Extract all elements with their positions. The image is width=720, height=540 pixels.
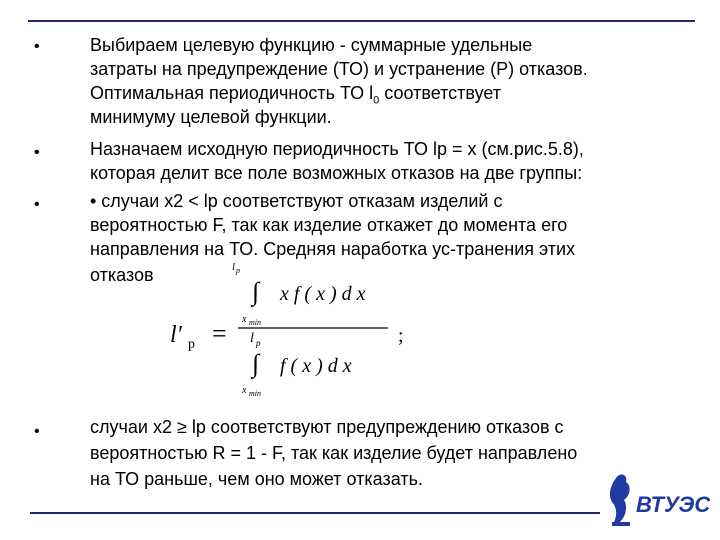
bullet-2: • bbox=[34, 144, 40, 161]
formula-numerator: x f ( x ) d x bbox=[280, 283, 366, 305]
formula-eq: = bbox=[212, 319, 227, 348]
text-line: затраты на предупреждение (ТО) и устранение (Р) отказов. bbox=[90, 59, 588, 79]
bullet-3: • bbox=[34, 196, 40, 213]
formula-lhs: l′ bbox=[170, 322, 182, 348]
formula-semicolon: ; bbox=[398, 325, 404, 347]
integral-icon: ∫ bbox=[252, 349, 260, 378]
text-line-part: Оптимальная периодичность ТО l bbox=[90, 83, 374, 103]
text-line: которая делит все поле возможных отказов на две группы: bbox=[90, 163, 583, 183]
formula-mid-limit-sub: р bbox=[256, 338, 261, 348]
integral-icon: ∫ bbox=[252, 277, 260, 306]
logo-emblem-icon bbox=[610, 475, 630, 522]
text-line: минимуму целевой функции. bbox=[90, 107, 332, 127]
logo-base bbox=[612, 522, 630, 526]
text-line: направления на ТО. Средняя наработка ус-транения этих bbox=[90, 239, 576, 259]
text-line: вероятностью F, так как изделие откажет до момента его bbox=[90, 215, 568, 235]
formula-lhs-sub: р bbox=[188, 337, 195, 352]
text-line: отказов bbox=[90, 265, 154, 285]
text-line: вероятностью R = 1 - F, так как изделие будет направлено bbox=[90, 443, 578, 463]
formula-mid-limit: l bbox=[250, 331, 254, 346]
formula-upper-limit: l bbox=[232, 262, 236, 273]
text-line-part: соответствует bbox=[379, 83, 502, 103]
subscript: 0 bbox=[373, 94, 380, 107]
formula-lower-limit-num-sub: min bbox=[249, 318, 261, 327]
text-line: Назначаем исходную периодичность ТО lр = x (см.рис.5.8), bbox=[90, 139, 584, 159]
formula-upper-limit-sub: р bbox=[236, 266, 240, 275]
text-line: • случаи x2 < lр соответствуют отказам изделий с bbox=[90, 191, 503, 211]
formula-lower-limit-den-sub: min bbox=[249, 389, 261, 398]
text-line: случаи x2 ≥ lр соответствуют предупреждению отказов с bbox=[90, 417, 564, 437]
bullet-4: • bbox=[34, 423, 40, 440]
text-line: на ТО раньше, чем оно может отказать. bbox=[90, 469, 423, 489]
bullet-1: • bbox=[34, 38, 40, 55]
logo-text: ВТУЭС bbox=[636, 492, 710, 517]
logo bbox=[606, 470, 710, 530]
top-rule bbox=[28, 20, 695, 22]
formula-lower-limit-num: x bbox=[242, 314, 247, 325]
formula-denominator: f ( x ) d x bbox=[280, 355, 352, 377]
formula-lower-limit-den: x bbox=[242, 385, 247, 396]
text-line: Выбираем целевую функцию - суммарные удельные bbox=[90, 35, 533, 55]
formula bbox=[170, 262, 420, 402]
bottom-rule bbox=[30, 512, 600, 514]
